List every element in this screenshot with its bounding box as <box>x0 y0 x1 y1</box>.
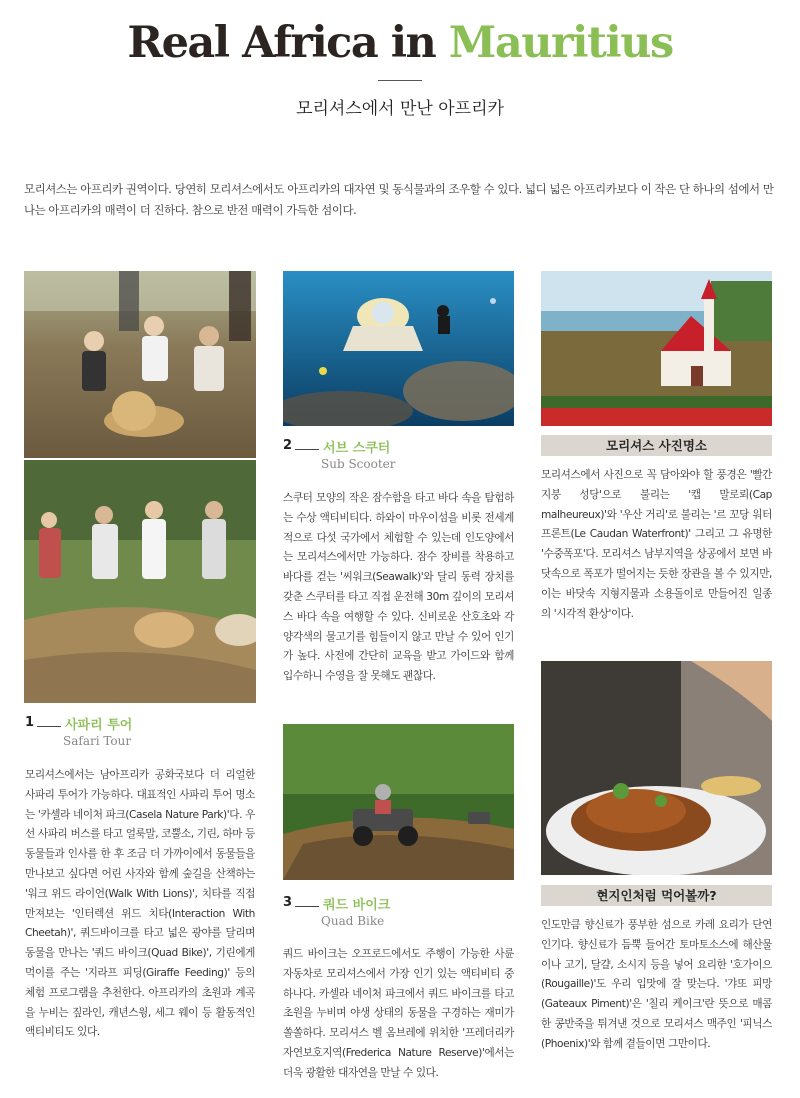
section-title: 서브 스쿠터 <box>323 441 391 456</box>
photo-spots-body <box>541 466 772 624</box>
section-number: 3 <box>283 895 293 910</box>
food-dish-photo <box>541 661 772 875</box>
section-rule <box>295 449 319 450</box>
sub-scooter-section-body <box>283 489 514 687</box>
intro-text <box>24 179 776 221</box>
lion-group-photo <box>24 460 256 703</box>
section-body-text: 쿼드 바이크는 오프로드에서도 주행이 가능한 사륜자동차로 모리셔스에서 가장 인기 있는 액티비티 중 하나다. 카셀라 네이처 파크에서 쿼드 바이크를 타고 초원을 누비며 야생 상태의 동물을 구경하는 재미가 쏠쏠하다. 모리셔스 벨 옴브레에 위치한 '프레더리카 자연보호지역(Frederica Nature Reserve)'에서는 더욱 광활한 대자연을 만날 수 있다. <box>283 948 514 1079</box>
food-illustration <box>541 661 772 875</box>
section-number: 2 <box>283 438 293 453</box>
section-rule <box>37 726 61 727</box>
section-subtitle-en: Safari Tour <box>63 734 132 748</box>
title-divider <box>378 80 422 81</box>
intro-paragraph: 모리셔스는 아프리카 권역이다. 당연히 모리셔스에서도 아프리카의 대자연 및 동식물과의 조우할 수 있다. 넓디 넓은 아프리카보다 이 작은 단 하나의 섬에서 만나는 아프리카의 매력이 더 진하다. 참으로 반전 매력이 가득한 섬이다. <box>24 182 774 217</box>
lion-walk-illustration <box>24 271 256 458</box>
photo-spots-title-bar: 모리셔스 사진명소 <box>541 435 772 456</box>
page-title <box>0 18 800 68</box>
section-rule <box>295 906 319 907</box>
section-subtitle-en: Quad Bike <box>321 914 385 928</box>
page-subtitle: 모리셔스에서 만난 아프리카 <box>296 99 504 119</box>
red-roof-church-photo <box>541 271 772 426</box>
section-body-text: 모리셔스에서 사진으로 꼭 담아와야 할 풍경은 '빨간 지붕 성당'으로 불리는 '캡 말로뢰(Cap malheureux)'와 '우산 거리'로 불리는 '르 꼬당 워터프론트(Le Caudan Waterfront)' 그리고 그 유명한 '수중폭포'다. 모리셔스 남부지역을 상공에서 보면 바닷속으로 폭포가 떨어지는 듯한 장관을 볼 수 있지만, 이는 바닷속 지형지물과 소용돌이로 만들어진 일종의 '시각적 환상'이다. <box>541 469 772 620</box>
local-food-body <box>541 916 772 1055</box>
quad-bike-photo <box>283 724 514 880</box>
lion-walk-photo <box>24 271 256 458</box>
section-title: 쿼드 바이크 <box>323 898 391 913</box>
local-food-title-bar: 현지인처럼 먹어볼까? <box>541 885 772 906</box>
section-body-text: 스쿠터 모양의 작은 잠수함을 타고 바다 속을 탐험하는 수상 액티비티다. 하와이 마우이섬을 비롯 전세계적으로 다섯 국가에서 체험할 수 있는데 인도양에서는 모리셔스에서만 가능하다. 잠수 장비를 착용하고 바다를 걷는 '씨워크(Seawalk)'와 달리 동력 장치를 갖춘 스쿠터를 타고 직접 운전해 30m 깊이의 모리셔스 바다 속을 여행할 수 있다. 신비로운 산호초와 각양각색의 물고기를 힘들이지 않고 만날 수 있어 인기가 높다. 사전에 간단히 교육을 받고 가이드와 함께 입수하니 수영을 잘 못해도 괜찮다. <box>283 492 514 683</box>
safari-section-body <box>25 766 255 1043</box>
sub-scooter-photo <box>283 271 514 426</box>
sub-scooter-illustration <box>283 271 514 426</box>
title-part-1: Real Africa in <box>127 18 436 68</box>
section-subtitle-en: Sub Scooter <box>321 457 396 471</box>
title-part-2: Mauritius <box>448 18 673 68</box>
section-body-text: 인도만큼 향신료가 풍부한 섬으로 카레 요리가 단연 인기다. 향신료가 듬뿍 들어간 토마토소스에 해산물이나 고기, 달걀, 소시지 등을 넣어 요리한 '호가이으(Rougaille)'도 우리 입맛에 잘 맞는다. '갸또 피망(Gateaux Piment)'은 '칠리 케이크'란 뜻으로 매콤한 콩반죽을 튀겨낸 것으로 모리셔스 맥주인 '피닉스(Phoenix)'와 함께 곁들이면 그만이다. <box>541 919 772 1050</box>
quad-bike-illustration <box>283 724 514 880</box>
section-body-text: 모리셔스에서는 남아프리카 공화국보다 더 리얼한 사파리 투어가 가능하다. 대표적인 사파리 투어 명소는 '카셀라 네이처 파크(Casela Nature Park)'다. 우선 사파리 버스를 타고 얼룩말, 코뿔소, 기린, 하마 등 동물들과 인사를 한 후 조금 더 가까이에서 동물들을 만나보고 싶다면 어린 사자와 함께 숲길을 산책하는 '워크 위드 라이언(Walk With Lions)', 치타를 직접 만져보는 '인터렉션 위드 치타(Interaction With Cheetah)', 쿼드바이크를 타고 넓은 광야를 달리며 동물을 만나는 '쿼드 바이크(Quad Bike)', 기린에게 먹이를 주는 '지라프 피딩(Giraffe Feeding)' 등의 체험 프로그램을 추천한다. 아프리카의 초원과 계곡을 누비는 짚라인, 캐년스윙, 세그 웨이 등 활동적인 액티비티도 있다. <box>25 769 255 1039</box>
quad-bike-section-body <box>283 945 514 1084</box>
church-illustration <box>541 271 772 426</box>
lion-group-illustration <box>24 460 256 703</box>
section-title: 사파리 투어 <box>65 718 133 733</box>
section-number: 1 <box>25 715 35 730</box>
